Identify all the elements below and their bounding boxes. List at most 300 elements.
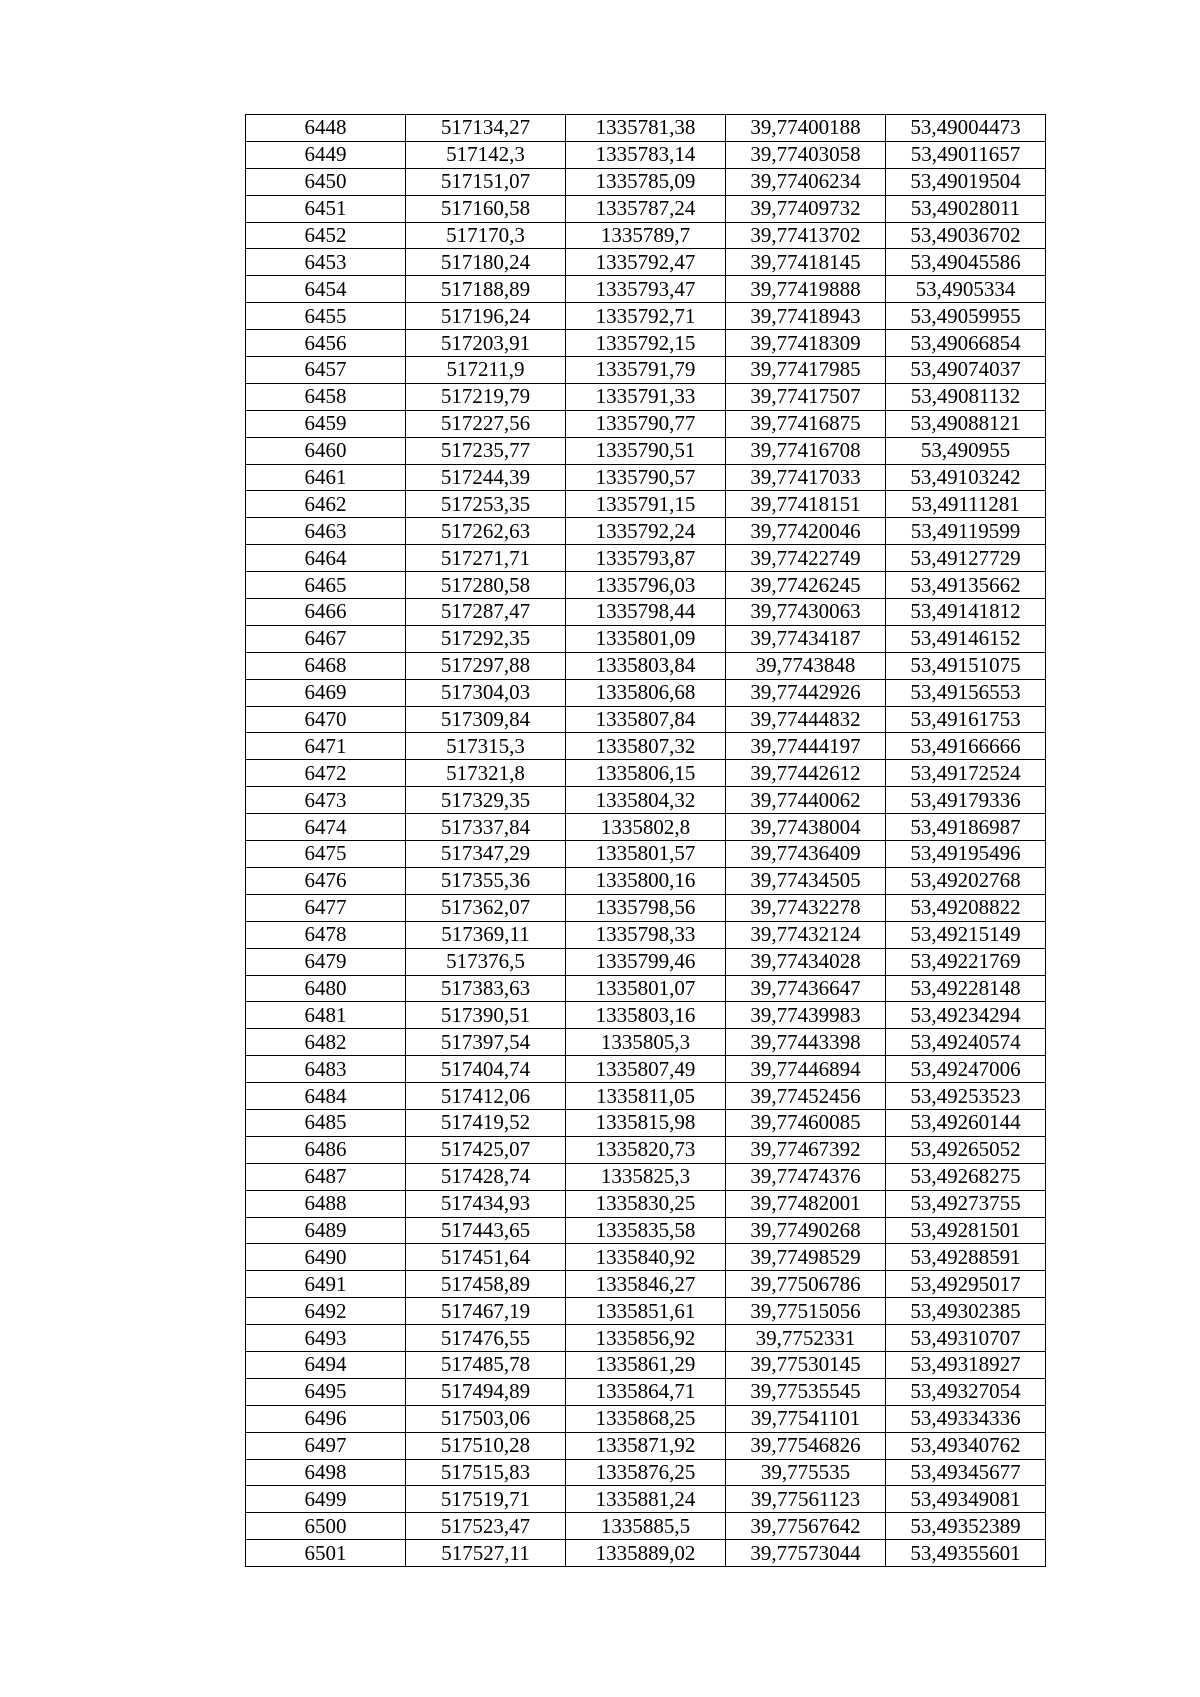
y-coordinate-cell: 1335806,68 [566,679,726,706]
x-coordinate-cell: 517160,58 [406,195,566,222]
x-coordinate-cell: 517235,77 [406,437,566,464]
point-number-cell: 6496 [246,1405,406,1432]
x-coordinate-cell: 517476,55 [406,1325,566,1352]
point-number-cell: 6497 [246,1432,406,1459]
latitude-cell: 39,77440062 [726,787,886,814]
longitude-cell: 53,49004473 [886,115,1046,142]
point-number-cell: 6487 [246,1163,406,1190]
point-number-cell: 6495 [246,1378,406,1405]
point-number-cell: 6491 [246,1271,406,1298]
x-coordinate-cell: 517451,64 [406,1244,566,1271]
y-coordinate-cell: 1335799,46 [566,948,726,975]
x-coordinate-cell: 517196,24 [406,303,566,330]
latitude-cell: 39,77474376 [726,1163,886,1190]
table-row [246,599,1046,626]
longitude-cell: 53,49088121 [886,410,1046,437]
longitude-cell: 53,49202768 [886,867,1046,894]
x-coordinate-cell: 517412,06 [406,1083,566,1110]
y-coordinate-cell: 1335798,56 [566,894,726,921]
point-number-cell: 6477 [246,894,406,921]
x-coordinate-cell: 517188,89 [406,276,566,303]
table-row [246,572,1046,599]
point-number-cell: 6483 [246,1056,406,1083]
point-number-cell: 6499 [246,1486,406,1513]
y-coordinate-cell: 1335792,47 [566,249,726,276]
latitude-cell: 39,775535 [726,1459,886,1486]
table-row [246,141,1046,168]
longitude-cell: 53,49349081 [886,1486,1046,1513]
x-coordinate-cell: 517362,07 [406,894,566,921]
table-row [246,1298,1046,1325]
point-number-cell: 6463 [246,518,406,545]
latitude-cell: 39,77417507 [726,383,886,410]
table-row [246,410,1046,437]
table-row [246,195,1046,222]
longitude-cell: 53,49103242 [886,464,1046,491]
x-coordinate-cell: 517203,91 [406,330,566,357]
latitude-cell: 39,77417033 [726,464,886,491]
latitude-cell: 39,77442926 [726,679,886,706]
latitude-cell: 39,77432278 [726,894,886,921]
latitude-cell: 39,77444197 [726,733,886,760]
longitude-cell: 53,49119599 [886,518,1046,545]
point-number-cell: 6480 [246,975,406,1002]
latitude-cell: 39,77409732 [726,195,886,222]
x-coordinate-cell: 517443,65 [406,1217,566,1244]
x-coordinate-cell: 517383,63 [406,975,566,1002]
point-number-cell: 6494 [246,1351,406,1378]
y-coordinate-cell: 1335793,47 [566,276,726,303]
x-coordinate-cell: 517321,8 [406,760,566,787]
point-number-cell: 6459 [246,410,406,437]
x-coordinate-cell: 517503,06 [406,1405,566,1432]
y-coordinate-cell: 1335803,84 [566,652,726,679]
point-number-cell: 6469 [246,679,406,706]
y-coordinate-cell: 1335802,8 [566,814,726,841]
y-coordinate-cell: 1335792,71 [566,303,726,330]
table-row [246,464,1046,491]
longitude-cell: 53,49302385 [886,1298,1046,1325]
longitude-cell: 53,49327054 [886,1378,1046,1405]
point-number-cell: 6467 [246,625,406,652]
latitude-cell: 39,77567642 [726,1513,886,1540]
y-coordinate-cell: 1335830,25 [566,1190,726,1217]
x-coordinate-cell: 517510,28 [406,1432,566,1459]
table-row [246,303,1046,330]
y-coordinate-cell: 1335787,24 [566,195,726,222]
longitude-cell: 53,49161753 [886,706,1046,733]
longitude-cell: 53,49234294 [886,1002,1046,1029]
table-row [246,357,1046,384]
point-number-cell: 6489 [246,1217,406,1244]
longitude-cell: 53,49247006 [886,1056,1046,1083]
table-row [246,1271,1046,1298]
point-number-cell: 6454 [246,276,406,303]
point-number-cell: 6476 [246,867,406,894]
y-coordinate-cell: 1335798,33 [566,921,726,948]
table-row [246,437,1046,464]
longitude-cell: 53,49208822 [886,894,1046,921]
y-coordinate-cell: 1335807,49 [566,1056,726,1083]
x-coordinate-cell: 517494,89 [406,1378,566,1405]
point-number-cell: 6451 [246,195,406,222]
longitude-cell: 53,49151075 [886,652,1046,679]
longitude-cell: 53,49273755 [886,1190,1046,1217]
table-row [246,760,1046,787]
latitude-cell: 39,77417985 [726,357,886,384]
latitude-cell: 39,77436647 [726,975,886,1002]
point-number-cell: 6462 [246,491,406,518]
point-number-cell: 6478 [246,921,406,948]
x-coordinate-cell: 517404,74 [406,1056,566,1083]
table-row [246,867,1046,894]
point-number-cell: 6501 [246,1540,406,1567]
point-number-cell: 6465 [246,572,406,599]
point-number-cell: 6488 [246,1190,406,1217]
longitude-cell: 53,49036702 [886,222,1046,249]
x-coordinate-cell: 517369,11 [406,921,566,948]
y-coordinate-cell: 1335792,24 [566,518,726,545]
table-row [246,894,1046,921]
y-coordinate-cell: 1335840,92 [566,1244,726,1271]
x-coordinate-cell: 517309,84 [406,706,566,733]
longitude-cell: 53,49011657 [886,141,1046,168]
y-coordinate-cell: 1335871,92 [566,1432,726,1459]
x-coordinate-cell: 517142,3 [406,141,566,168]
point-number-cell: 6498 [246,1459,406,1486]
x-coordinate-cell: 517151,07 [406,168,566,195]
point-number-cell: 6456 [246,330,406,357]
point-number-cell: 6482 [246,1029,406,1056]
x-coordinate-cell: 517523,47 [406,1513,566,1540]
latitude-cell: 39,77438004 [726,814,886,841]
latitude-cell: 39,77434028 [726,948,886,975]
x-coordinate-cell: 517244,39 [406,464,566,491]
x-coordinate-cell: 517227,56 [406,410,566,437]
y-coordinate-cell: 1335785,09 [566,168,726,195]
coordinates-table-body [246,115,1046,1567]
latitude-cell: 39,77418943 [726,303,886,330]
y-coordinate-cell: 1335815,98 [566,1109,726,1136]
x-coordinate-cell: 517434,93 [406,1190,566,1217]
latitude-cell: 39,77443398 [726,1029,886,1056]
longitude-cell: 53,49221769 [886,948,1046,975]
latitude-cell: 39,77535545 [726,1378,886,1405]
longitude-cell: 53,49345677 [886,1459,1046,1486]
latitude-cell: 39,77413702 [726,222,886,249]
point-number-cell: 6461 [246,464,406,491]
table-row [246,491,1046,518]
longitude-cell: 53,49146152 [886,625,1046,652]
point-number-cell: 6457 [246,357,406,384]
point-number-cell: 6475 [246,841,406,868]
x-coordinate-cell: 517170,3 [406,222,566,249]
latitude-cell: 39,7752331 [726,1325,886,1352]
table-row [246,115,1046,142]
x-coordinate-cell: 517297,88 [406,652,566,679]
point-number-cell: 6466 [246,599,406,626]
longitude-cell: 53,49028011 [886,195,1046,222]
longitude-cell: 53,49240574 [886,1029,1046,1056]
longitude-cell: 53,49334336 [886,1405,1046,1432]
longitude-cell: 53,49195496 [886,841,1046,868]
y-coordinate-cell: 1335800,16 [566,867,726,894]
longitude-cell: 53,49111281 [886,491,1046,518]
table-row [246,1217,1046,1244]
table-row [246,948,1046,975]
point-number-cell: 6473 [246,787,406,814]
point-number-cell: 6453 [246,249,406,276]
y-coordinate-cell: 1335846,27 [566,1271,726,1298]
latitude-cell: 39,77439983 [726,1002,886,1029]
x-coordinate-cell: 517211,9 [406,357,566,384]
latitude-cell: 39,77416875 [726,410,886,437]
latitude-cell: 39,77561123 [726,1486,886,1513]
longitude-cell: 53,49074037 [886,357,1046,384]
table-row [246,168,1046,195]
y-coordinate-cell: 1335803,16 [566,1002,726,1029]
point-number-cell: 6493 [246,1325,406,1352]
longitude-cell: 53,49141812 [886,599,1046,626]
x-coordinate-cell: 517419,52 [406,1109,566,1136]
table-row [246,625,1046,652]
longitude-cell: 53,49059955 [886,303,1046,330]
table-row [246,1244,1046,1271]
y-coordinate-cell: 1335801,07 [566,975,726,1002]
y-coordinate-cell: 1335806,15 [566,760,726,787]
point-number-cell: 6485 [246,1109,406,1136]
latitude-cell: 39,77432124 [726,921,886,948]
x-coordinate-cell: 517292,35 [406,625,566,652]
table-row [246,276,1046,303]
latitude-cell: 39,77418145 [726,249,886,276]
table-row [246,921,1046,948]
latitude-cell: 39,77446894 [726,1056,886,1083]
x-coordinate-cell: 517253,35 [406,491,566,518]
table-row [246,518,1046,545]
x-coordinate-cell: 517376,5 [406,948,566,975]
point-number-cell: 6460 [246,437,406,464]
x-coordinate-cell: 517280,58 [406,572,566,599]
y-coordinate-cell: 1335790,77 [566,410,726,437]
point-number-cell: 6471 [246,733,406,760]
table-row [246,1083,1046,1110]
y-coordinate-cell: 1335864,71 [566,1378,726,1405]
latitude-cell: 39,77467392 [726,1136,886,1163]
longitude-cell: 53,49268275 [886,1163,1046,1190]
x-coordinate-cell: 517180,24 [406,249,566,276]
y-coordinate-cell: 1335790,51 [566,437,726,464]
latitude-cell: 39,77482001 [726,1190,886,1217]
longitude-cell: 53,4905334 [886,276,1046,303]
longitude-cell: 53,49295017 [886,1271,1046,1298]
table-row [246,222,1046,249]
latitude-cell: 39,77434505 [726,867,886,894]
y-coordinate-cell: 1335783,14 [566,141,726,168]
longitude-cell: 53,49172524 [886,760,1046,787]
table-row [246,1002,1046,1029]
point-number-cell: 6470 [246,706,406,733]
point-number-cell: 6481 [246,1002,406,1029]
latitude-cell: 39,77444832 [726,706,886,733]
latitude-cell: 39,77506786 [726,1271,886,1298]
x-coordinate-cell: 517355,36 [406,867,566,894]
x-coordinate-cell: 517519,71 [406,1486,566,1513]
x-coordinate-cell: 517337,84 [406,814,566,841]
x-coordinate-cell: 517287,47 [406,599,566,626]
table-row [246,1432,1046,1459]
longitude-cell: 53,49135662 [886,572,1046,599]
x-coordinate-cell: 517397,54 [406,1029,566,1056]
latitude-cell: 39,77546826 [726,1432,886,1459]
x-coordinate-cell: 517262,63 [406,518,566,545]
table-row [246,787,1046,814]
y-coordinate-cell: 1335805,3 [566,1029,726,1056]
point-number-cell: 6450 [246,168,406,195]
y-coordinate-cell: 1335796,03 [566,572,726,599]
y-coordinate-cell: 1335801,57 [566,841,726,868]
point-number-cell: 6452 [246,222,406,249]
longitude-cell: 53,49228148 [886,975,1046,1002]
point-number-cell: 6490 [246,1244,406,1271]
longitude-cell: 53,490955 [886,437,1046,464]
latitude-cell: 39,77400188 [726,115,886,142]
x-coordinate-cell: 517467,19 [406,1298,566,1325]
y-coordinate-cell: 1335851,61 [566,1298,726,1325]
coordinates-table [245,114,1046,1567]
latitude-cell: 39,77426245 [726,572,886,599]
latitude-cell: 39,77530145 [726,1351,886,1378]
y-coordinate-cell: 1335825,3 [566,1163,726,1190]
table-row [246,1136,1046,1163]
point-number-cell: 6468 [246,652,406,679]
table-row [246,1056,1046,1083]
longitude-cell: 53,49318927 [886,1351,1046,1378]
point-number-cell: 6474 [246,814,406,841]
y-coordinate-cell: 1335791,33 [566,383,726,410]
point-number-cell: 6449 [246,141,406,168]
x-coordinate-cell: 517304,03 [406,679,566,706]
latitude-cell: 39,77498529 [726,1244,886,1271]
point-number-cell: 6484 [246,1083,406,1110]
y-coordinate-cell: 1335793,87 [566,545,726,572]
table-row [246,1351,1046,1378]
table-row [246,733,1046,760]
y-coordinate-cell: 1335885,5 [566,1513,726,1540]
x-coordinate-cell: 517515,83 [406,1459,566,1486]
latitude-cell: 39,77418309 [726,330,886,357]
point-number-cell: 6455 [246,303,406,330]
x-coordinate-cell: 517219,79 [406,383,566,410]
point-number-cell: 6464 [246,545,406,572]
y-coordinate-cell: 1335807,32 [566,733,726,760]
longitude-cell: 53,49166666 [886,733,1046,760]
y-coordinate-cell: 1335876,25 [566,1459,726,1486]
table-row [246,1459,1046,1486]
latitude-cell: 39,77420046 [726,518,886,545]
table-row [246,249,1046,276]
table-row [246,1378,1046,1405]
point-number-cell: 6486 [246,1136,406,1163]
latitude-cell: 39,77430063 [726,599,886,626]
x-coordinate-cell: 517485,78 [406,1351,566,1378]
longitude-cell: 53,49019504 [886,168,1046,195]
y-coordinate-cell: 1335801,09 [566,625,726,652]
y-coordinate-cell: 1335807,84 [566,706,726,733]
table-row [246,1513,1046,1540]
longitude-cell: 53,49352389 [886,1513,1046,1540]
longitude-cell: 53,49215149 [886,921,1046,948]
y-coordinate-cell: 1335798,44 [566,599,726,626]
latitude-cell: 39,77403058 [726,141,886,168]
y-coordinate-cell: 1335868,25 [566,1405,726,1432]
table-row [246,1486,1046,1513]
y-coordinate-cell: 1335811,05 [566,1083,726,1110]
x-coordinate-cell: 517390,51 [406,1002,566,1029]
x-coordinate-cell: 517428,74 [406,1163,566,1190]
longitude-cell: 53,49156553 [886,679,1046,706]
latitude-cell: 39,77436409 [726,841,886,868]
x-coordinate-cell: 517315,3 [406,733,566,760]
x-coordinate-cell: 517527,11 [406,1540,566,1567]
y-coordinate-cell: 1335792,15 [566,330,726,357]
point-number-cell: 6458 [246,383,406,410]
latitude-cell: 39,77422749 [726,545,886,572]
longitude-cell: 53,49186987 [886,814,1046,841]
table-row [246,1029,1046,1056]
y-coordinate-cell: 1335789,7 [566,222,726,249]
point-number-cell: 6500 [246,1513,406,1540]
y-coordinate-cell: 1335889,02 [566,1540,726,1567]
y-coordinate-cell: 1335791,15 [566,491,726,518]
longitude-cell: 53,49355601 [886,1540,1046,1567]
table-row [246,679,1046,706]
point-number-cell: 6472 [246,760,406,787]
longitude-cell: 53,49253523 [886,1083,1046,1110]
table-row [246,1540,1046,1567]
table-row [246,1190,1046,1217]
table-row [246,1109,1046,1136]
table-row [246,545,1046,572]
point-number-cell: 6479 [246,948,406,975]
longitude-cell: 53,49288591 [886,1244,1046,1271]
table-row [246,1163,1046,1190]
y-coordinate-cell: 1335820,73 [566,1136,726,1163]
longitude-cell: 53,49260144 [886,1109,1046,1136]
y-coordinate-cell: 1335835,58 [566,1217,726,1244]
x-coordinate-cell: 517425,07 [406,1136,566,1163]
longitude-cell: 53,49310707 [886,1325,1046,1352]
longitude-cell: 53,49340762 [886,1432,1046,1459]
latitude-cell: 39,77418151 [726,491,886,518]
latitude-cell: 39,77406234 [726,168,886,195]
latitude-cell: 39,77541101 [726,1405,886,1432]
table-row [246,330,1046,357]
longitude-cell: 53,49127729 [886,545,1046,572]
y-coordinate-cell: 1335881,24 [566,1486,726,1513]
x-coordinate-cell: 517134,27 [406,115,566,142]
longitude-cell: 53,49066854 [886,330,1046,357]
y-coordinate-cell: 1335791,79 [566,357,726,384]
latitude-cell: 39,7743848 [726,652,886,679]
table-row [246,841,1046,868]
latitude-cell: 39,77419888 [726,276,886,303]
latitude-cell: 39,77452456 [726,1083,886,1110]
longitude-cell: 53,49281501 [886,1217,1046,1244]
latitude-cell: 39,77416708 [726,437,886,464]
point-number-cell: 6448 [246,115,406,142]
table-row [246,1325,1046,1352]
